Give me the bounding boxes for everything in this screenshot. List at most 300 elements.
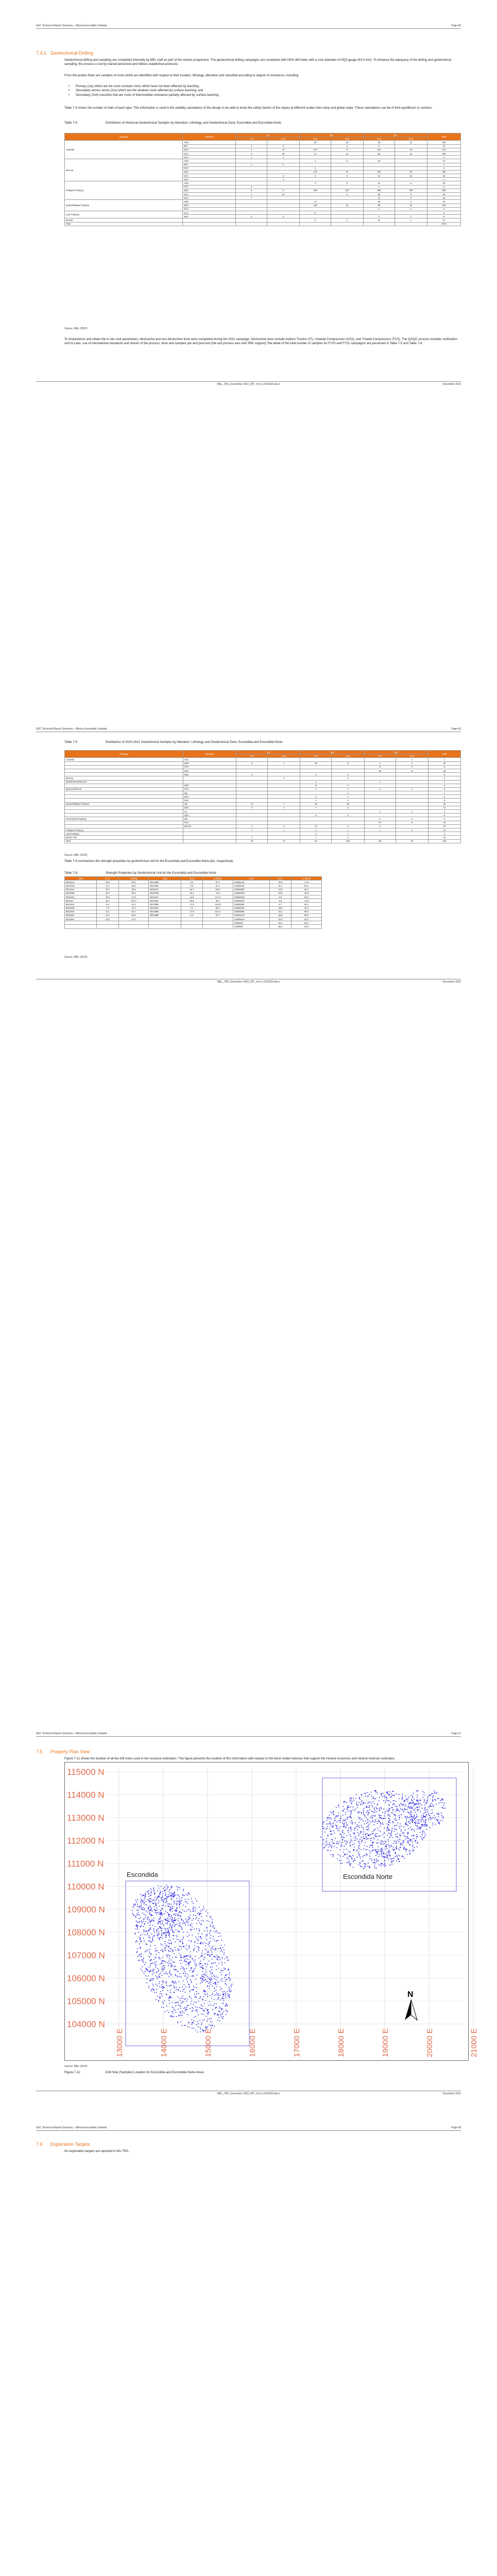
table-cell: 81 xyxy=(331,170,364,174)
drill-hole-point xyxy=(197,1943,198,1944)
table-cell: 198 xyxy=(300,189,331,192)
drill-hole-point xyxy=(376,1868,377,1869)
drill-hole-point xyxy=(159,1974,160,1975)
drill-hole-point xyxy=(350,1843,351,1844)
drill-hole-point xyxy=(212,1959,213,1960)
drill-hole-point xyxy=(365,1834,366,1835)
table-cell: mi (-) xyxy=(269,877,291,880)
table-cell: 46.7 xyxy=(202,899,233,903)
table-cell: 2 xyxy=(332,787,364,791)
drill-hole-point xyxy=(360,1862,361,1863)
drill-hole-point xyxy=(350,1798,351,1799)
drill-hole-point xyxy=(410,1810,412,1811)
drill-hole-point xyxy=(433,1817,434,1818)
table-cell: TCS xyxy=(300,754,332,758)
drill-hole-point xyxy=(175,1913,176,1914)
drill-hole-point xyxy=(418,1804,419,1805)
drill-hole-point xyxy=(155,1951,156,1952)
drill-hole-point xyxy=(227,1993,228,1994)
drill-hole-point xyxy=(179,1976,180,1977)
drill-hole-point xyxy=(410,1795,412,1796)
drill-hole-point xyxy=(202,1943,203,1944)
table-cell xyxy=(236,795,268,799)
drill-hole-point xyxy=(388,1818,389,1819)
drill-hole-point xyxy=(385,1797,386,1798)
figure-source: Source: MEL (2022) xyxy=(64,2065,88,2068)
drill-hole-point xyxy=(162,1938,163,1939)
table-cell: 6 xyxy=(428,817,460,821)
drill-hole-point xyxy=(372,1842,373,1843)
table-cell xyxy=(268,784,300,787)
drill-hole-point xyxy=(142,1901,143,1902)
drill-hole-point xyxy=(412,1797,413,1798)
drill-hole-point xyxy=(374,1822,375,1823)
table-cell: 17.9 xyxy=(181,903,202,906)
footer-date: December 2022 xyxy=(442,383,461,386)
table-cell xyxy=(65,806,183,809)
table-cell: 128 xyxy=(427,151,460,155)
drill-hole-point xyxy=(371,1851,372,1852)
drill-hole-point xyxy=(369,1824,370,1825)
drill-hole-point xyxy=(160,1910,161,1911)
drill-hole-point xyxy=(418,1790,419,1791)
drill-hole-point xyxy=(193,1918,194,1919)
table-cell xyxy=(268,832,300,836)
drill-hole-point xyxy=(182,2002,183,2003)
table-cell: 6 xyxy=(236,189,267,192)
drill-hole-point xyxy=(334,1846,335,1848)
drill-hole-point xyxy=(374,1868,375,1869)
drill-hole-point xyxy=(211,1930,212,1931)
drill-hole-point xyxy=(230,1979,231,1980)
table-cell: BGU05A xyxy=(65,910,97,913)
table-cell: SGV xyxy=(183,196,236,200)
drill-hole-point xyxy=(145,1921,146,1922)
table-cell: 14 xyxy=(428,828,460,832)
table-cell: 124 xyxy=(363,148,395,151)
drill-hole-point xyxy=(416,1817,417,1818)
drill-hole-point xyxy=(376,1861,377,1862)
drill-hole-point xyxy=(363,1812,364,1813)
drill-hole-point xyxy=(180,2000,181,2001)
table-cell: 22 xyxy=(267,193,300,196)
drill-hole-point xyxy=(145,1935,146,1936)
drill-hole-point xyxy=(351,1798,352,1799)
table-cell: 2 xyxy=(395,196,427,200)
drill-hole-point xyxy=(401,1804,402,1805)
drill-hole-point xyxy=(159,1906,160,1907)
table-cell: 34 xyxy=(236,839,268,843)
drill-hole-point xyxy=(363,1814,364,1815)
drill-hole-point xyxy=(414,1818,415,1819)
drill-hole-point xyxy=(200,2008,201,2009)
drill-hole-point xyxy=(389,1865,390,1866)
drill-hole-point xyxy=(329,1823,330,1824)
table-cell: Andesite xyxy=(65,141,183,159)
drill-hole-point xyxy=(374,1866,375,1867)
drill-hole-point xyxy=(157,1899,158,1900)
table-cell: 67.7 xyxy=(202,880,233,884)
table-cell: 4 xyxy=(267,215,300,218)
table-cell: 333 xyxy=(428,839,460,843)
table-cell xyxy=(300,178,331,181)
drill-hole-point xyxy=(419,1819,420,1820)
drill-hole-point xyxy=(141,1904,142,1905)
drill-hole-point xyxy=(142,1895,143,1896)
table-cell xyxy=(267,141,300,144)
drill-hole-point xyxy=(377,1823,378,1824)
table-cell: QS xyxy=(183,791,236,795)
drill-hole-point xyxy=(394,1828,395,1829)
drill-hole-point xyxy=(139,1907,140,1908)
drill-hole-point xyxy=(387,1793,388,1794)
drill-hole-point xyxy=(216,1979,217,1980)
northing-label: 105000 N xyxy=(67,1996,105,2006)
drill-hole-point xyxy=(174,1893,175,1894)
drill-hole-point xyxy=(139,1955,140,1956)
drill-hole-point xyxy=(169,1958,170,1959)
table-cell: 22 xyxy=(300,761,332,765)
drill-hole-point xyxy=(140,1938,141,1939)
drill-hole-point xyxy=(213,1949,214,1950)
drill-hole-point xyxy=(361,1794,362,1795)
table-cell xyxy=(395,159,427,163)
drill-hole-point xyxy=(148,1893,149,1894)
drill-hole-point xyxy=(347,1819,348,1820)
drill-hole-point xyxy=(168,1950,169,1951)
drill-hole-point xyxy=(178,1976,179,1977)
drill-hole-point xyxy=(364,1802,365,1803)
easting-label: 15000 E xyxy=(204,2028,213,2057)
drill-hole-point xyxy=(194,1949,195,1950)
page-number: Page 65 xyxy=(451,24,461,27)
drill-hole-point xyxy=(356,1794,357,1795)
table-cell: 8.6 xyxy=(181,884,202,888)
table-cell: QSC xyxy=(183,170,236,174)
drill-hole-point xyxy=(180,1968,181,1969)
drill-hole-point xyxy=(348,1827,349,1828)
table-row xyxy=(65,765,461,769)
drill-hole-point xyxy=(200,1910,201,1911)
drill-hole-point xyxy=(196,1997,197,1998)
drill-hole-point xyxy=(180,2021,181,2022)
drill-hole-point xyxy=(413,1802,414,1803)
drill-hole-point xyxy=(340,1816,341,1817)
table-cell xyxy=(267,185,300,189)
drill-hole-point xyxy=(189,1996,190,1997)
drill-hole-point xyxy=(348,1805,349,1806)
drill-hole-point xyxy=(207,2013,208,2014)
page-number: Page 67 xyxy=(451,1732,461,1735)
drill-hole-point xyxy=(413,1849,414,1850)
drill-hole-point xyxy=(325,1844,327,1845)
drill-hole-point xyxy=(156,1965,157,1966)
drill-hole-point xyxy=(183,1973,184,1974)
drill-hole-point xyxy=(394,1795,395,1796)
drill-hole-point xyxy=(168,1931,169,1933)
drill-hole-point xyxy=(150,1914,151,1916)
table-cell: 489 xyxy=(427,170,460,174)
drill-hole-point xyxy=(141,1953,142,1954)
drill-hole-point xyxy=(197,2021,198,2022)
table-cell: BGU06B xyxy=(149,880,181,884)
drill-hole-point xyxy=(168,1906,169,1907)
drill-hole-point xyxy=(183,1905,184,1906)
drill-hole-point xyxy=(415,1841,416,1842)
drill-hole-point xyxy=(199,1907,200,1908)
drill-hole-point xyxy=(338,1815,339,1816)
drill-hole-point xyxy=(207,1993,208,1994)
list-item: • Primary (1ry) which are the most resistant rocks which have not been affected by leaching. xyxy=(64,84,461,89)
drill-hole-point xyxy=(384,1797,385,1798)
drill-hole-point xyxy=(146,1944,147,1945)
drill-hole-point xyxy=(416,1791,417,1792)
drill-hole-point xyxy=(365,1849,366,1850)
drill-hole-point xyxy=(149,1938,150,1939)
drill-hole-point xyxy=(405,1801,406,1802)
drill-hole-point xyxy=(388,1828,389,1829)
drill-hole-point xyxy=(167,1904,168,1905)
table-cell: 27 xyxy=(427,159,460,163)
easting-label: 18000 E xyxy=(337,2028,346,2057)
drill-hole-point xyxy=(342,1832,343,1833)
drill-hole-point xyxy=(381,1840,382,1841)
drill-hole-point xyxy=(215,1957,216,1958)
table-cell: 1 xyxy=(267,178,300,181)
drill-hole-point xyxy=(336,1825,337,1826)
drill-hole-point xyxy=(187,1998,188,1999)
drill-hole-point xyxy=(384,1860,385,1861)
drill-hole-point xyxy=(391,1864,392,1865)
drill-hole-point xyxy=(161,1912,162,1913)
drill-hole-point xyxy=(193,2028,194,2029)
table-cell xyxy=(65,784,183,787)
drill-hole-point xyxy=(391,1859,392,1860)
table-cell: 1 xyxy=(331,144,364,148)
drill-hole-point xyxy=(206,1966,207,1967)
drill-hole-point xyxy=(422,1839,423,1840)
drill-hole-point xyxy=(162,1895,163,1896)
drill-hole-point xyxy=(334,1833,335,1834)
drill-hole-point xyxy=(409,1817,410,1818)
drill-hole-point xyxy=(398,1822,399,1823)
drill-hole-point xyxy=(396,1846,397,1847)
table-cell: 3 xyxy=(396,765,428,769)
drill-hole-point xyxy=(197,2010,198,2011)
drill-hole-point xyxy=(179,1915,180,1916)
drill-hole-point xyxy=(376,1851,377,1852)
drill-hole-point xyxy=(195,1918,196,1919)
drill-hole-point xyxy=(389,1837,390,1838)
drill-hole-point xyxy=(162,1988,163,1989)
drill-hole-point xyxy=(399,1811,400,1812)
drill-hole-point xyxy=(323,1821,324,1822)
drill-hole-point xyxy=(359,1818,361,1819)
drill-hole-point xyxy=(220,1987,221,1988)
drill-hole-point xyxy=(353,1849,354,1850)
drill-hole-point xyxy=(347,1824,348,1825)
drill-hole-point xyxy=(182,1929,183,1930)
drill-hole-point xyxy=(218,2010,219,2011)
table-cell xyxy=(202,925,233,928)
table-cell: 3 xyxy=(236,151,267,155)
drill-hole-point xyxy=(169,1892,170,1893)
drill-hole-point xyxy=(221,1978,222,1979)
drill-hole-point xyxy=(349,1834,350,1835)
drill-hole-point xyxy=(150,1991,151,1992)
drill-hole-point xyxy=(201,1942,202,1943)
drill-hole-point xyxy=(198,1993,199,1994)
drill-hole-point xyxy=(194,2017,195,2018)
drill-hole-point xyxy=(176,1982,177,1984)
drill-hole-point xyxy=(367,1792,368,1793)
drill-hole-point xyxy=(149,1949,150,1950)
drill-hole-point xyxy=(198,1918,199,1919)
drill-hole-point xyxy=(351,1810,352,1811)
drill-hole-point xyxy=(414,1799,415,1800)
drill-hole-point xyxy=(183,1946,184,1947)
drill-hole-point xyxy=(331,1846,332,1847)
drill-hole-point xyxy=(374,1859,375,1860)
drill-hole-point xyxy=(176,1989,177,1990)
drill-hole-point xyxy=(351,1811,352,1812)
drill-hole-point xyxy=(437,1821,438,1822)
drill-hole-point xyxy=(141,1907,142,1908)
table-caption-text: Strength Properties by Geotechnical Unit for the Escondida and Escondida Norte xyxy=(106,872,216,875)
drill-hole-point xyxy=(337,1821,338,1822)
drill-hole-point xyxy=(438,1822,439,1823)
drill-hole-point xyxy=(178,1971,179,1972)
table-cell: 27.8 xyxy=(118,895,149,899)
drill-hole-point xyxy=(372,1847,373,1848)
drill-hole-point xyxy=(211,1963,212,1964)
table-cell xyxy=(267,222,300,226)
drill-hole-point xyxy=(193,2022,194,2023)
drill-hole-point xyxy=(424,1800,425,1801)
table-cell xyxy=(363,178,395,181)
drill-hole-point xyxy=(166,1981,167,1982)
drill-hole-point xyxy=(340,1856,341,1857)
drill-hole-point xyxy=(370,1822,371,1823)
drill-hole-point xyxy=(384,1866,385,1867)
table-cell: TCS xyxy=(236,137,267,141)
drill-hole-point xyxy=(169,1925,170,1926)
drill-hole-point xyxy=(198,1920,199,1921)
table-cell: 57 xyxy=(395,204,427,207)
drill-hole-point xyxy=(372,1811,373,1812)
easting-label: 20000 E xyxy=(425,2028,434,2057)
drill-hole-point xyxy=(397,1808,398,1809)
drill-hole-point xyxy=(186,1945,187,1946)
table-cell xyxy=(300,207,331,211)
drill-hole-point xyxy=(391,1835,392,1836)
drill-hole-point xyxy=(344,1855,345,1856)
drill-hole-point xyxy=(180,1941,181,1942)
table-cell: SCC xyxy=(183,151,236,155)
drill-hole-point xyxy=(196,1901,197,1902)
page-header xyxy=(36,2123,461,2131)
section-heading xyxy=(36,2142,90,2147)
drill-hole-point xyxy=(189,1962,190,1963)
drill-hole-point xyxy=(162,1982,163,1983)
drill-hole-point xyxy=(171,1894,172,1895)
drill-hole-point xyxy=(175,1924,176,1925)
drill-hole-point xyxy=(174,1902,175,1903)
table-cell: SCC xyxy=(183,821,236,824)
drill-hole-point xyxy=(336,1848,337,1849)
drill-hole-point xyxy=(367,1838,368,1839)
drill-hole-point xyxy=(349,1842,350,1843)
drill-hole-point xyxy=(205,1973,206,1974)
drill-hole-point xyxy=(164,1928,165,1929)
drill-hole-point xyxy=(351,1814,352,1815)
drill-hole-point xyxy=(439,1803,440,1804)
drill-hole-point xyxy=(374,1863,375,1865)
drill-hole-point xyxy=(375,1819,376,1820)
table-cell xyxy=(65,810,183,814)
drill-hole-point xyxy=(427,1798,428,1799)
table-cell xyxy=(331,163,364,166)
table-cell xyxy=(149,918,181,921)
drill-hole-point xyxy=(196,1952,197,1953)
drill-hole-point xyxy=(187,1981,188,1982)
drill-hole-point xyxy=(441,1815,442,1816)
drill-hole-point xyxy=(369,1856,370,1857)
drill-hole-point xyxy=(326,1841,327,1842)
drill-hole-point xyxy=(148,1986,149,1987)
drill-hole-point xyxy=(180,1922,181,1923)
drill-hole-point xyxy=(349,1800,350,1801)
drill-hole-point xyxy=(136,1910,138,1911)
drill-hole-point xyxy=(423,1820,424,1821)
table-caption-text: Distribution of Historical Geotechnical Samples by Alteration, Lithology, and Geotechnical Zone, Escondida and Escondida Norte xyxy=(106,122,281,125)
drill-hole-point xyxy=(174,1895,175,1896)
drill-hole-point xyxy=(177,2002,178,2003)
drill-hole-point xyxy=(222,1958,223,1959)
drill-hole-point xyxy=(203,1980,204,1981)
drill-hole-point xyxy=(378,1804,379,1805)
drill-hole-point xyxy=(163,1899,164,1900)
drill-hole-point xyxy=(155,1903,156,1904)
table-cell: QSC xyxy=(183,806,236,809)
drill-hole-point xyxy=(176,1970,177,1971)
drill-hole-point xyxy=(379,1810,380,1811)
drill-hole-point xyxy=(402,1833,403,1834)
table-cell: 21 xyxy=(363,174,395,178)
drill-hole-point xyxy=(186,2001,187,2002)
drill-hole-point xyxy=(408,1821,409,1822)
drill-hole-point xyxy=(412,1807,413,1808)
drill-hole-point xyxy=(177,1907,178,1908)
table-cell: UGB08N xyxy=(233,925,269,928)
table-cell: 3 xyxy=(428,795,460,799)
drill-hole-point xyxy=(392,1807,393,1808)
drill-hole-point xyxy=(424,1804,425,1805)
drill-hole-point xyxy=(140,1926,141,1927)
drill-hole-point xyxy=(403,1842,404,1843)
drill-hole-point xyxy=(417,1846,418,1848)
drill-hole-point xyxy=(225,1962,226,1963)
drill-hole-point xyxy=(184,1959,185,1960)
drill-hole-point xyxy=(138,1914,139,1916)
drill-hole-point xyxy=(177,1976,178,1977)
drill-hole-point xyxy=(204,1980,205,1981)
drill-hole-point xyxy=(322,1823,323,1824)
table-cell: 2 xyxy=(300,799,332,802)
table-cell xyxy=(300,193,331,196)
drill-hole-point xyxy=(160,1891,161,1892)
drill-hole-point xyxy=(426,1815,427,1816)
